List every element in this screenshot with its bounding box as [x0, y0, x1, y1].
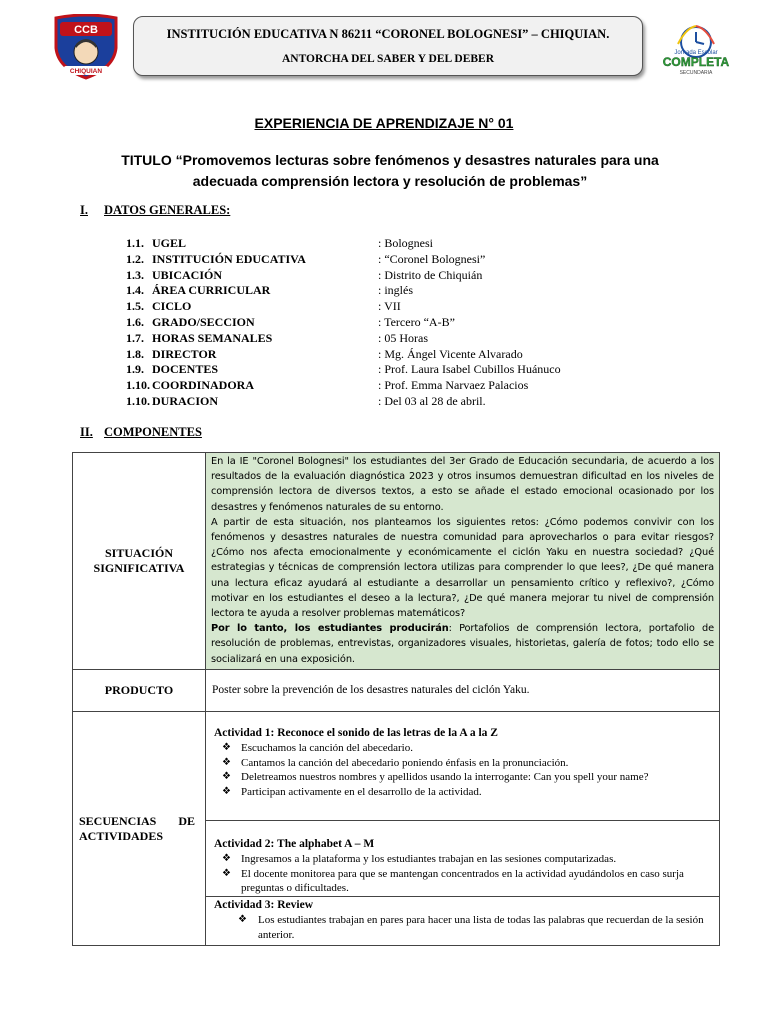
datos-key: INSTITUCIÓN EDUCATIVA	[152, 251, 306, 266]
jec-logo-sub: SECUNDARIA	[679, 70, 713, 76]
list-item-text: El docente monitorea para que se mantengan concentrados en la actividad ayudándolos en caso surja preguntas o dificultades.	[241, 867, 684, 895]
actividad-title: Actividad 1: Reconoce el sonido de las letras de la A a la Z	[214, 726, 498, 739]
list-item-text: Participan activamente en el desarrollo de la actividad.	[241, 785, 482, 798]
datos-key: DURACION	[152, 393, 218, 408]
diamond-bullet-icon: ❖	[222, 742, 231, 754]
header-banner	[133, 16, 643, 76]
datos-value: : inglés	[378, 283, 413, 298]
datos-key: HORAS SEMANALES	[152, 330, 273, 345]
situacion-bold-lead: Por lo tanto, los estudiantes producirán	[211, 623, 449, 635]
datos-num: 1.4.	[126, 283, 144, 298]
datos-value: : 05 Horas	[378, 330, 428, 345]
producto-text: Poster sobre la prevención de los desastres naturales del ciclón Yaku.	[206, 669, 720, 711]
list-item-text: Los estudiantes trabajan en pares para hacer una lista de todas las palabras que recuerdan de la sesión anterior.	[258, 914, 704, 941]
table-row-situacion	[73, 453, 720, 670]
actividad-title: Actividad 2: The alphabet A – M	[214, 837, 375, 850]
datos-num: 1.9.	[126, 362, 144, 377]
situacion-body	[206, 453, 720, 670]
section-title: DATOS GENERALES:	[104, 203, 231, 217]
table-row-producto	[73, 669, 720, 711]
list-item	[214, 867, 713, 896]
logo-subtext: CHIQUIAN	[69, 68, 103, 75]
list-item	[214, 741, 713, 756]
main-title: TITULO “Promovemos lecturas sobre fenómenos y desastres naturales para una adecuada comprensión lectora y resolución de problemas”	[121, 152, 659, 189]
datos-key: UGEL	[152, 236, 187, 250]
section-datos-generales	[80, 203, 230, 218]
list-item	[214, 852, 713, 867]
datos-num: 1.2.	[126, 251, 144, 266]
section-componentes	[80, 425, 202, 440]
situacion-paragraph-3-rest: : Portafolios de comprensión lectora, portafolio de resolución de problemas, entrevistas, organizadores visuales, historietas, galería de fotos; todo ello se socializará en una exposición.	[211, 623, 714, 665]
list-item	[214, 913, 713, 942]
diamond-bullet-icon: ❖	[222, 867, 231, 879]
datos-num: 1.6.	[126, 314, 144, 329]
situacion-label: SITUACIÓN SIGNIFICATIVA	[73, 453, 206, 670]
diamond-bullet-icon: ❖	[222, 756, 231, 768]
datos-num: 1.1.	[126, 236, 144, 250]
datos-value: : Prof. Laura Isabel Cubillos Huánuco	[378, 362, 561, 377]
header-motto: ANTORCHA DEL SABER Y DEL DEBER	[281, 53, 495, 65]
table-row-secuencias	[73, 711, 720, 946]
datos-key: UBICACIÓN	[152, 267, 223, 282]
datos-num: 1.10.	[126, 378, 150, 393]
datos-value: : Distrito de Chiquián	[378, 267, 483, 282]
datos-value: : Tercero “A-B”	[378, 314, 455, 329]
datos-value: : “Coronel Bolognesi”	[378, 251, 486, 266]
experiencia-title: EXPERIENCIA DE APRENDIZAJE N° 01	[254, 115, 514, 131]
diamond-bullet-icon: ❖	[222, 853, 231, 865]
datos-num: 1.8.	[126, 346, 144, 361]
datos-key: GRADO/SECCION	[152, 314, 255, 329]
datos-key: COORDINADORA	[152, 378, 254, 393]
datos-num: 1.5.	[126, 299, 144, 314]
actividad-list	[214, 852, 713, 896]
secuencias-label	[73, 711, 206, 946]
datos-num: 1.7.	[126, 330, 144, 345]
componentes-table	[72, 452, 720, 946]
list-item-text: Ingresamos a la plataforma y los estudiantes trabajan en las sesiones computarizadas.	[241, 853, 617, 866]
list-item	[214, 756, 713, 771]
datos-num: 1.3.	[126, 267, 144, 282]
situacion-paragraph-1: En la IE "Coronel Bolognesi" los estudiantes del 3er Grado de Educación secundaria, de acuerdo a los resultados de la evaluación diagnóstica 2023 y otros insumos demuestran dificultad en los niveles de comprensión lectora de diversos textos, a esto se añade el estado emocional ocasionado por los desastres y fenómenos naturales de su entorno.	[211, 456, 714, 513]
producto-label: PRODUCTO	[73, 669, 206, 711]
list-item	[214, 770, 713, 785]
diamond-bullet-icon: ❖	[222, 785, 231, 797]
list-item-text: Escuchamos la canción del abecedario.	[241, 742, 413, 755]
jec-logo	[656, 22, 736, 78]
logo-initials: CCB	[74, 24, 98, 36]
list-item-text: Deletreamos nuestros nombres y apellidos usando la interrogante: Can you spell your name?	[241, 771, 649, 784]
section-title: COMPONENTES	[104, 425, 202, 439]
header-institution-name: INSTITUCIÓN EDUCATIVA N 86211 “CORONEL BOLOGNESI” – CHIQUIAN.	[166, 27, 610, 41]
section-number: II.	[80, 425, 93, 439]
section-number: I.	[80, 203, 88, 217]
list-item	[214, 785, 713, 800]
datos-value: : Bolognesi	[378, 236, 434, 250]
actividad-3	[206, 896, 719, 946]
jec-logo-main: COMPLETA	[662, 55, 730, 69]
diamond-bullet-icon: ❖	[238, 914, 247, 926]
actividad-2	[206, 820, 719, 896]
school-shield-logo	[52, 14, 120, 80]
datos-key: DOCENTES	[152, 362, 219, 377]
secuencias-body	[206, 711, 720, 946]
jec-logo-top: Jornada Escolar	[674, 50, 718, 56]
datos-value: : Prof. Emma Narvaez Palacios	[378, 378, 529, 393]
datos-value: : Del 03 al 28 de abril.	[378, 393, 486, 408]
actividad-title: Actividad 3: Review	[214, 898, 314, 911]
secuencias-label-text: SECUENCIAS DE ACTIVIDADES	[79, 813, 195, 843]
datos-num: 1.10.	[126, 393, 150, 408]
diamond-bullet-icon: ❖	[222, 771, 231, 783]
actividad-list	[214, 913, 713, 942]
secuencias-label-line1	[79, 814, 201, 844]
actividad-1	[206, 712, 719, 820]
datos-key: CICLO	[152, 299, 192, 314]
actividad-list	[214, 741, 713, 799]
datos-value: : VII	[378, 299, 401, 314]
situacion-paragraph-3	[211, 621, 714, 667]
datos-key: DIRECTOR	[152, 346, 217, 361]
situacion-paragraph-2: A partir de esta situación, nos planteamos los siguientes retos: ¿Cómo podemos convivir con los fenómenos y desastres naturales de nuestra comunidad para aprovecharlos o para evitar riesgos? ¿Cómo nos afecta emocionalmente y económicamente el ciclón Yaku en nuestra sociedad? ¿Qué estrategias y técnicas de comprensión lectora utilizas para comprender lo que lees?, ¿De qué manera una lectura eficaz ayudará al estudiante a desarrollar un pensamiento crítico y reflexivo?, ¿Cómo motivar en los estudiantes el deseo a la lectura?, ¿De qué manera mejorar tu nivel de comprensión lectora te ayuda a resolver problemas matemáticos?	[211, 516, 714, 620]
datos-key: ÁREA CURRICULAR	[152, 283, 271, 298]
datos-value: : Mg. Ángel Vicente Alvarado	[378, 346, 523, 361]
list-item-text: Cantamos la canción del abecedario poniendo énfasis en la pronunciación.	[241, 756, 569, 769]
